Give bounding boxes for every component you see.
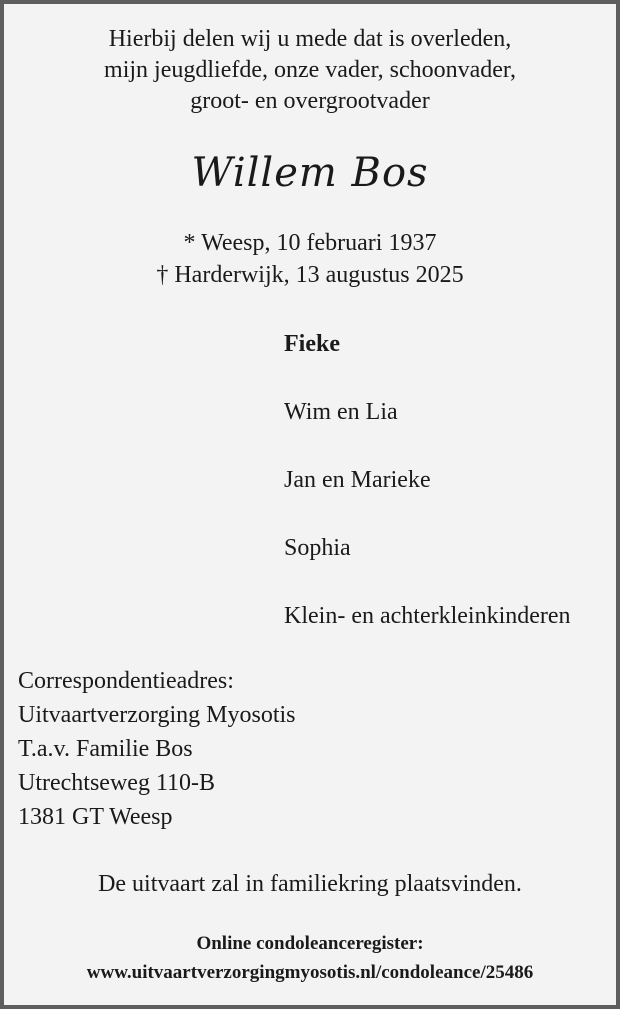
intro-line: mijn jeugdliefde, onze vader, schoonvader, [104,57,516,83]
family-member: Klein- en achterkleinkinderen [284,603,571,629]
family-list [284,327,571,633]
death-date: † Harderwijk, 13 augustus 2025 [156,262,464,288]
register-url: www.uitvaartverzorgingmyosotis.nl/condoleance/25486 [86,962,534,983]
funeral-notice: De uitvaart zal in familiekring plaatsvinden. [98,871,522,897]
address-line: Uitvaartverzorging Myosotis [18,702,296,728]
condolence-register [4,929,616,987]
address-line: Utrechtseweg 110-B [18,770,216,796]
correspondence-address [18,664,296,834]
family-member: Jan en Marieke [284,467,431,493]
family-member: Sophia [284,535,351,561]
intro-text [4,24,616,117]
register-label: Online condoleanceregister: [196,933,424,954]
intro-line: Hierbij delen wij u mede dat is overleden, [108,26,512,52]
address-line: 1381 GT Weesp [18,804,173,830]
deceased-name: Willem Bos [191,150,429,196]
family-member: Fieke [284,331,340,357]
address-heading: Correspondentieadres: [18,668,234,694]
birth-date: * Weesp, 10 februari 1937 [183,230,437,256]
family-member: Wim en Lia [284,399,398,425]
life-dates [4,227,616,291]
address-line: T.a.v. Familie Bos [18,736,193,762]
intro-line: groot- en overgrootvader [190,88,430,114]
